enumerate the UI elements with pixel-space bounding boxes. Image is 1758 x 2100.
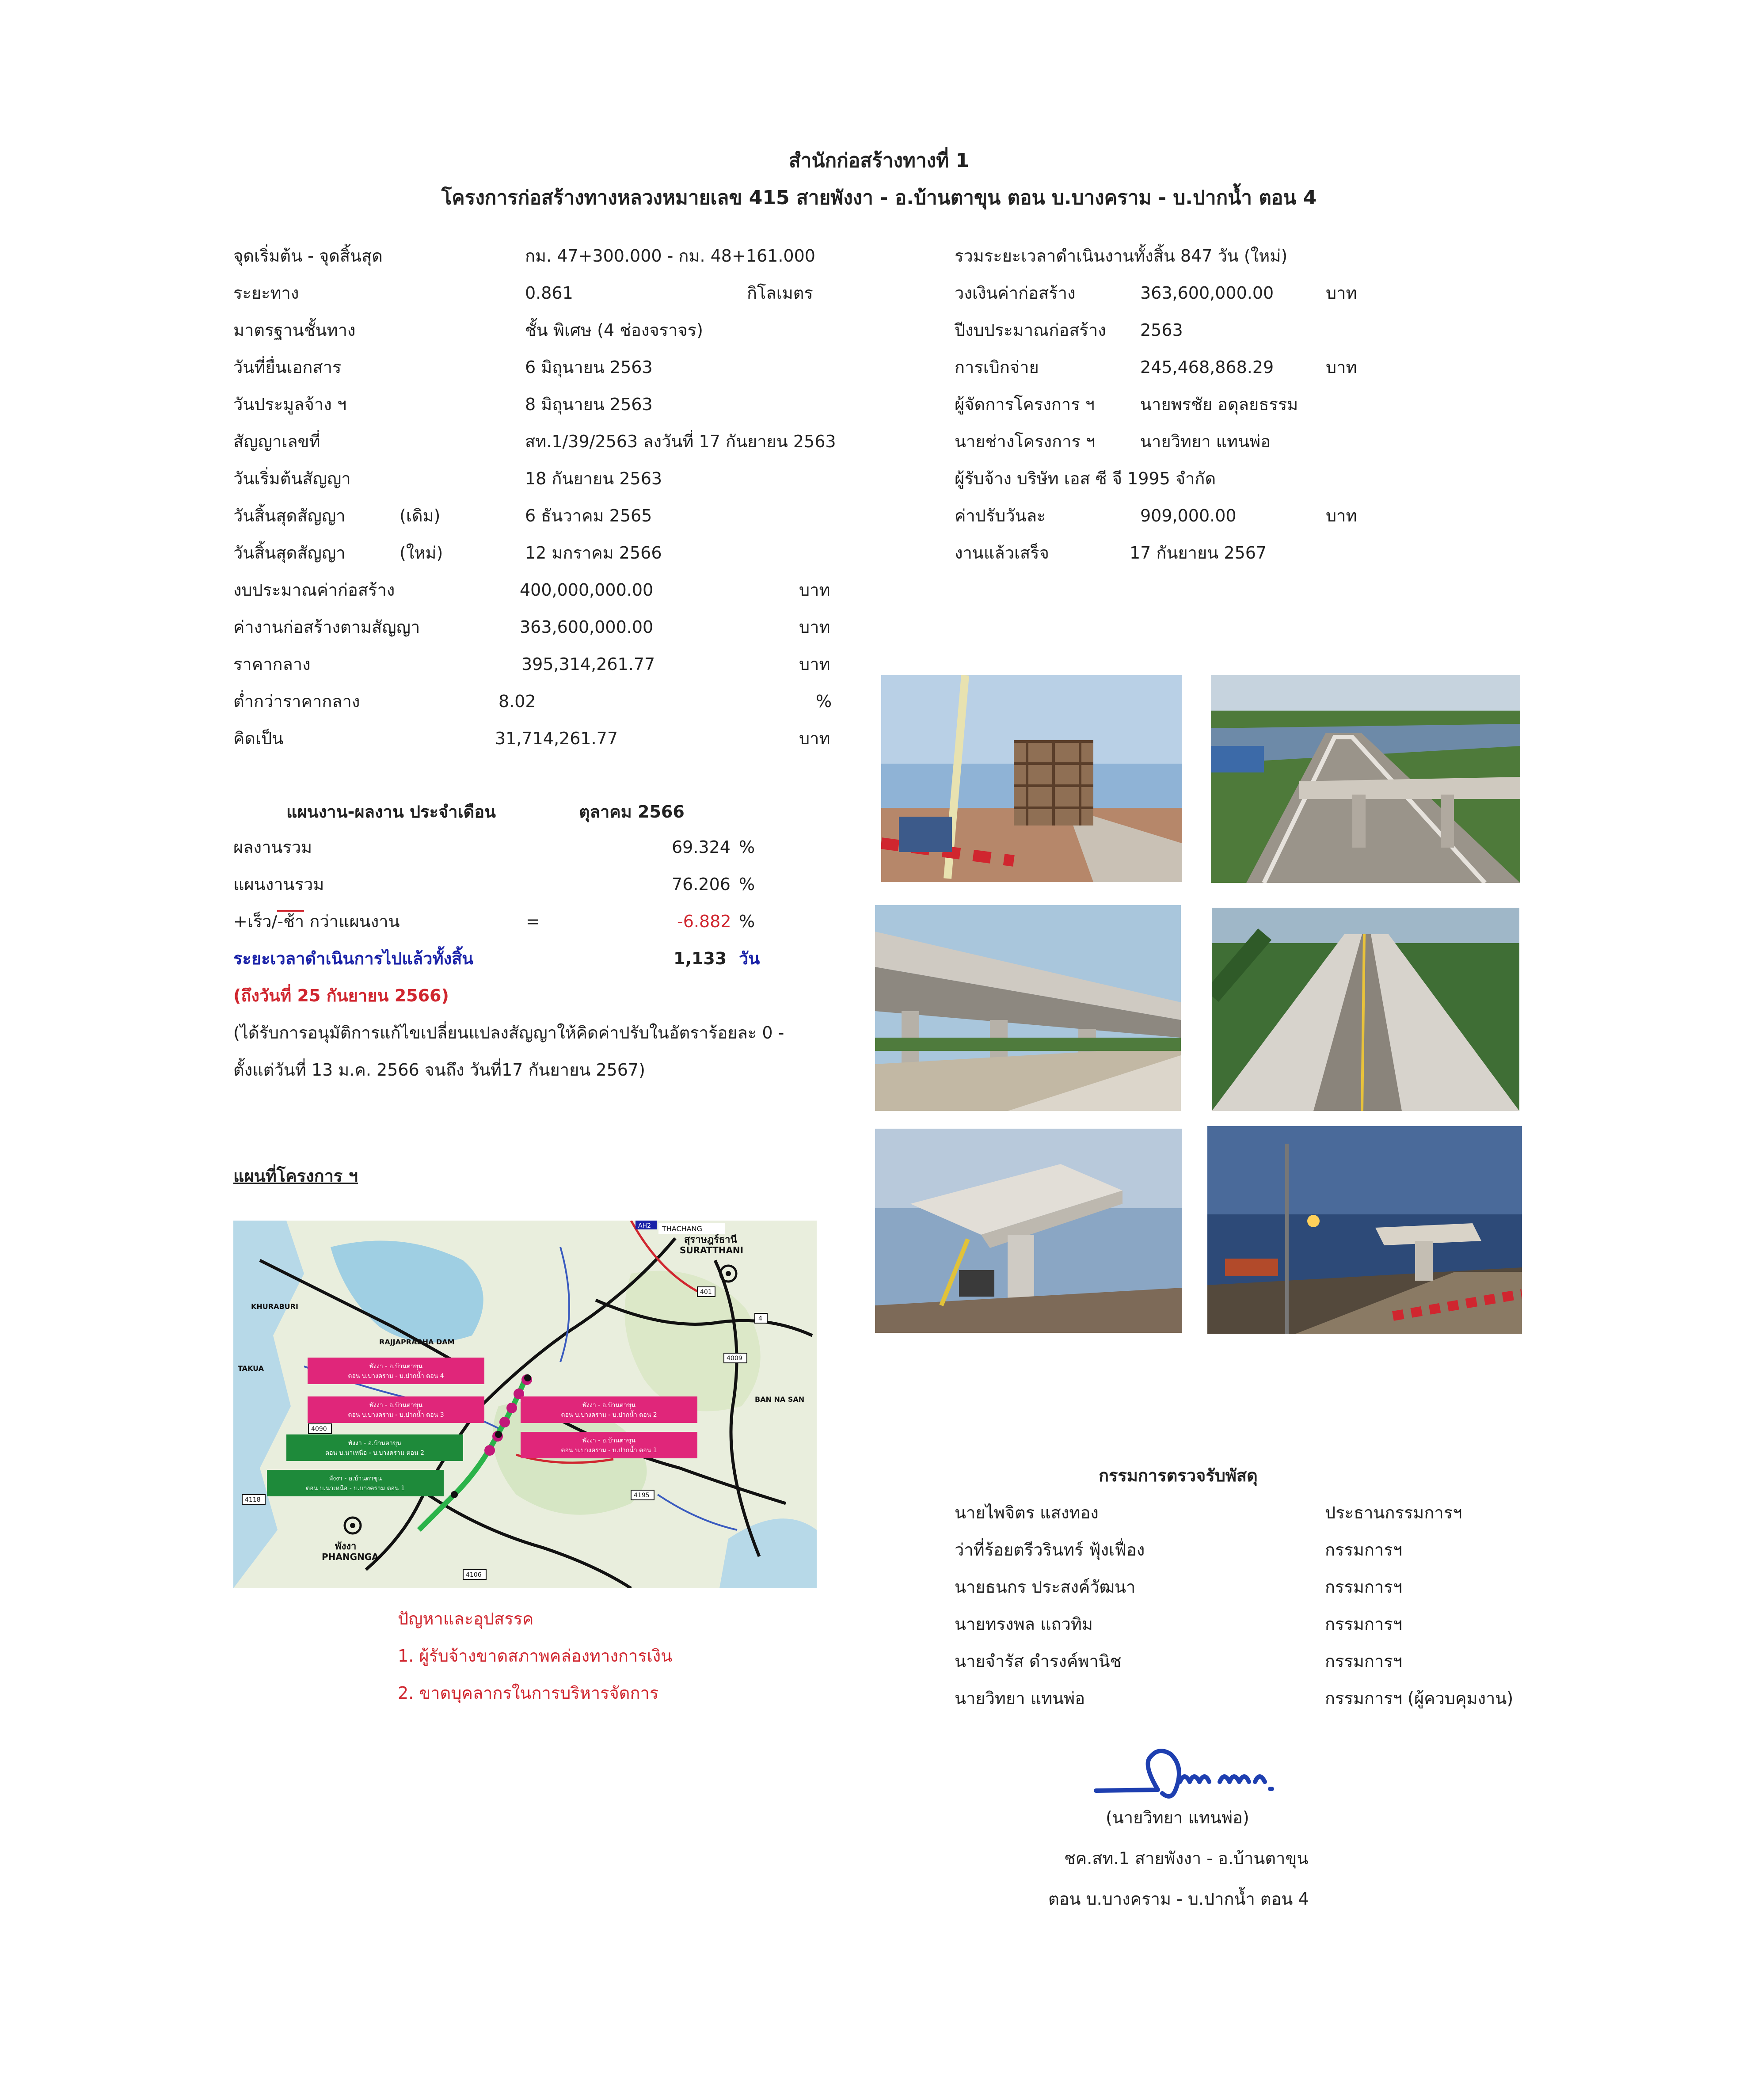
committee-heading: กรรมการตรวจรับพัสดุ xyxy=(1099,1466,1258,1485)
map-phangnga-th: พังงา xyxy=(335,1541,357,1552)
info-value: 31,714,261.77 xyxy=(495,729,618,748)
plan-value: 76.206 xyxy=(672,875,731,894)
office-title: สำนักก่อสร้างทางที่ 1 xyxy=(788,149,970,172)
info-label: วันสิ้นสุดสัญญา xyxy=(233,506,346,525)
committee-member-role: กรรมการฯ xyxy=(1325,1577,1402,1597)
committee-member-role: กรรมการฯ xyxy=(1325,1540,1402,1560)
map-segment-3-line2: ตอน บ.บางคราม - บ.ปากน้ำ ตอน 3 xyxy=(348,1411,444,1419)
info-value: 6 มิถุนายน 2563 xyxy=(525,358,653,377)
map-segment-4-line2: ตอน บ.บางคราม - บ.ปากน้ำ ตอน 4 xyxy=(348,1373,444,1380)
map-green-segment-2-line2: ตอน บ.นาเหนือ - บ.บางคราม ตอน 2 xyxy=(325,1449,425,1457)
info-unit: บาท xyxy=(1326,506,1357,525)
info-label: ค่างานก่อสร้างตามสัญญา xyxy=(233,617,420,637)
info-value: 12 มกราคม 2566 xyxy=(525,543,662,563)
info-qualifier: (เดิม) xyxy=(400,506,441,525)
map-route-4009: 4009 xyxy=(727,1355,742,1362)
info-value: 400,000,000.00 xyxy=(520,580,654,600)
project-title: โครงการก่อสร้างทางหลวงหมายเลข 415 สายพังงา - อ.บ้านตาขุน ตอน บ.บางคราม - บ.ปากน้ำ ตอน 4 xyxy=(441,186,1317,209)
map-rajjaprabha: RAJJAPRABHA DAM xyxy=(379,1338,455,1346)
viaduct-deck-photo xyxy=(1212,908,1519,1111)
info-label: วันสิ้นสุดสัญญา xyxy=(233,543,346,563)
info-unit: บาท xyxy=(799,654,830,674)
plan-label: แผนงานรวม xyxy=(233,875,324,894)
problems-heading: ปัญหาและอุปสรรค xyxy=(398,1609,534,1628)
info-unit: บาท xyxy=(1326,283,1357,303)
contractor-label: ผู้รับจ้าง บริษัท เอส ซี จี 1995 จำกัด xyxy=(955,469,1216,488)
diff-label xyxy=(233,911,400,932)
map-bannasan: BAN NA SAN xyxy=(755,1395,805,1404)
info-unit: บาท xyxy=(799,580,830,600)
info-label: วงเงินค่าก่อสร้าง xyxy=(955,283,1076,303)
problem-item: 2. ขาดบุคลากรในการบริหารจัดการ xyxy=(398,1683,659,1703)
problem-item: 1. ผู้รับจ้างขาดสภาพคล่องทางการเงิน xyxy=(398,1646,673,1666)
info-unit: % xyxy=(816,692,832,711)
viaduct-side-photo xyxy=(875,905,1181,1111)
map-route-4195: 4195 xyxy=(634,1492,650,1499)
info-unit: บาท xyxy=(799,729,830,748)
info-unit: กิโลเมตร xyxy=(747,283,813,303)
info-label: ผู้จัดการโครงการ ฯ xyxy=(955,395,1095,414)
total-duration: รวมระยะเวลาดำเนินงานทั้งสิ้น 847 วัน (ใหม่) xyxy=(955,246,1288,266)
as-of-date: (ถึงวันที่ 25 กันยายน 2566) xyxy=(233,986,449,1005)
map-route-4106: 4106 xyxy=(466,1571,482,1579)
actual-unit: % xyxy=(739,837,755,857)
map-surat-th: สุราษฎร์ธานี xyxy=(684,1234,737,1245)
map-green-segment-1-line2: ตอน บ.นาเหนือ - บ.บางคราม ตอน 1 xyxy=(305,1485,405,1492)
map-green-segment-2-line1: พังงา - อ.บ้านตาขุน xyxy=(348,1440,401,1447)
info-value: 2563 xyxy=(1140,320,1183,340)
info-value: กม. 47+300.000 - กม. 48+161.000 xyxy=(525,246,815,266)
aerial-viaduct-photo xyxy=(1211,675,1520,883)
map-route-401: 401 xyxy=(700,1289,712,1296)
committee-member-role: กรรมการฯ xyxy=(1325,1651,1402,1671)
progress-heading: แผนงาน-ผลงาน ประจำเดือน xyxy=(286,802,496,822)
crane-pier-photo xyxy=(881,675,1182,882)
committee-member-name: นายทรงพล แถวทิม xyxy=(955,1614,1093,1634)
map-takua: TAKUA xyxy=(238,1364,264,1373)
info-value: นายวิทยา แทนพ่อ xyxy=(1140,432,1271,451)
info-value: 909,000.00 xyxy=(1140,506,1237,525)
info-label: วันเริ่มต้นสัญญา xyxy=(233,469,351,488)
map-route-4: 4 xyxy=(758,1315,762,1322)
info-label: งบประมาณค่าก่อสร้าง xyxy=(233,580,395,600)
info-label: ราคากลาง xyxy=(233,654,311,674)
info-unit: บาท xyxy=(1326,358,1357,377)
info-label: นายช่างโครงการ ฯ xyxy=(955,432,1096,451)
info-value: 18 กันยายน 2563 xyxy=(525,469,662,488)
map-ah2: AH2 xyxy=(638,1222,651,1229)
actual-label: ผลงานรวม xyxy=(233,837,312,857)
map-surat-en: SURATTHANI xyxy=(680,1245,744,1255)
progress-month: ตุลาคม 2566 xyxy=(579,802,685,822)
elapsed-unit: วัน xyxy=(739,949,760,968)
approval-note-line1: (ได้รับการอนุมัติการแก้ไขเปลี่ยนแปลงสัญญาให้คิดค่าปรับในอัตราร้อยละ 0 - xyxy=(233,1023,784,1042)
diff-label-prefix: +เร็ว/ xyxy=(233,912,278,931)
diff-unit: % xyxy=(739,912,755,931)
signer-position: ชค.สท.1 สายพังงา - อ.บ้านตาขุน xyxy=(1064,1849,1309,1868)
map-heading: แผนที่โครงการ ฯ xyxy=(233,1166,358,1186)
diff-label-suffix: กว่าแผนงาน xyxy=(304,912,400,931)
info-label: ระยะทาง xyxy=(233,283,299,303)
info-label: งานแล้วเสร็จ xyxy=(955,543,1049,563)
map-segment-4-line1: พังงา - อ.บ้านตาขุน xyxy=(369,1363,422,1370)
info-value: 245,468,868.29 xyxy=(1140,358,1274,377)
info-value: 0.861 xyxy=(525,283,573,303)
signature-mark xyxy=(1092,1741,1277,1803)
diff-label-mark: -ช้า xyxy=(277,910,304,931)
info-label: การเบิกจ่าย xyxy=(955,358,1039,377)
plan-unit: % xyxy=(739,875,755,894)
map-route-4118: 4118 xyxy=(245,1496,261,1503)
committee-member-name: ว่าที่ร้อยตรีวรินทร์ ฟุ้งเฟื่อง xyxy=(955,1540,1145,1560)
map-segment-1-line2: ตอน บ.บางคราม - บ.ปากน้ำ ตอน 1 xyxy=(561,1447,657,1454)
night-pier-photo xyxy=(1207,1126,1522,1334)
map-segment-2-line1: พังงา - อ.บ้านตาขุน xyxy=(582,1402,635,1409)
committee-member-role: ประธานกรรมการฯ xyxy=(1325,1503,1462,1522)
info-label: จุดเริ่มต้น - จุดสิ้นสุด xyxy=(233,246,383,266)
info-value: สท.1/39/2563 ลงวันที่ 17 กันยายน 2563 xyxy=(525,432,836,451)
map-route-4090: 4090 xyxy=(311,1426,327,1433)
info-value: ชั้น พิเศษ (4 ช่องจราจร) xyxy=(525,320,703,340)
info-qualifier: (ใหม่) xyxy=(400,543,443,563)
committee-member-name: นายธนกร ประสงค์วัฒนา xyxy=(955,1577,1136,1597)
info-value: 8 มิถุนายน 2563 xyxy=(525,395,653,414)
info-label: วันที่ยื่นเอกสาร xyxy=(233,358,342,377)
info-value: 363,600,000.00 xyxy=(520,617,654,637)
info-label: สัญญาเลขที่ xyxy=(233,432,320,451)
map-segment-3-line1: พังงา - อ.บ้านตาขุน xyxy=(369,1402,422,1409)
map-segment-2-line2: ตอน บ.บางคราม - บ.ปากน้ำ ตอน 2 xyxy=(561,1411,657,1419)
map-segment-1-line1: พังงา - อ.บ้านตาขุน xyxy=(582,1437,635,1444)
map-thachang: THACHANG xyxy=(662,1225,702,1233)
committee-member-name: นายจำรัส ดำรงค์พานิช xyxy=(955,1651,1122,1671)
diff-equals: = xyxy=(526,912,540,931)
actual-value: 69.324 xyxy=(672,837,731,857)
info-label: ต่ำกว่าราคากลาง xyxy=(233,692,360,711)
info-label: ปีงบประมาณก่อสร้าง xyxy=(955,320,1106,340)
map-phangnga-en: PHANGNGA xyxy=(322,1552,379,1562)
elapsed-label: ระยะเวลาดำเนินการไปแล้วทั้งสิ้น xyxy=(233,949,474,968)
elapsed-value: 1,133 xyxy=(674,949,727,968)
info-value: นายพรชัย อดุลยธรรม xyxy=(1140,395,1298,414)
info-label: วันประมูลจ้าง ฯ xyxy=(233,395,347,414)
info-value: 17 กันยายน 2567 xyxy=(1130,543,1267,563)
project-map xyxy=(233,1221,817,1588)
info-value: 395,314,261.77 xyxy=(521,654,655,674)
committee-member-role: กรรมการฯ xyxy=(1325,1614,1402,1634)
diff-value: -6.882 xyxy=(677,912,731,931)
committee-member-name: นายไพจิตร แสงทอง xyxy=(955,1503,1099,1522)
map-green-segment-1-line1: พังงา - อ.บ้านตาขุน xyxy=(329,1475,382,1482)
info-label: คิดเป็น xyxy=(233,729,284,748)
committee-member-role: กรรมการฯ (ผู้ควบคุมงาน) xyxy=(1325,1689,1514,1708)
signer-section: ตอน บ.บางคราม - บ.ปากน้ำ ตอน 4 xyxy=(1048,1889,1309,1909)
committee-member-name: นายวิทยา แทนพ่อ xyxy=(955,1689,1085,1708)
info-unit: บาท xyxy=(799,617,830,637)
signer-name: (นายวิทยา แทนพ่อ) xyxy=(1106,1808,1249,1827)
info-value: 6 ธันวาคม 2565 xyxy=(525,506,652,525)
map-khuraburi: KHURABURI xyxy=(251,1302,298,1311)
pier-cap-photo xyxy=(875,1129,1182,1333)
info-value: 8.02 xyxy=(498,692,536,711)
info-label: มาตรฐานชั้นทาง xyxy=(233,320,356,340)
approval-note-line2: ตั้งแต่วันที่ 13 ม.ค. 2566 จนถึง วันที่17 กันยายน 2567) xyxy=(233,1060,645,1080)
info-label: ค่าปรับวันละ xyxy=(955,506,1046,525)
info-value: 363,600,000.00 xyxy=(1140,283,1274,303)
